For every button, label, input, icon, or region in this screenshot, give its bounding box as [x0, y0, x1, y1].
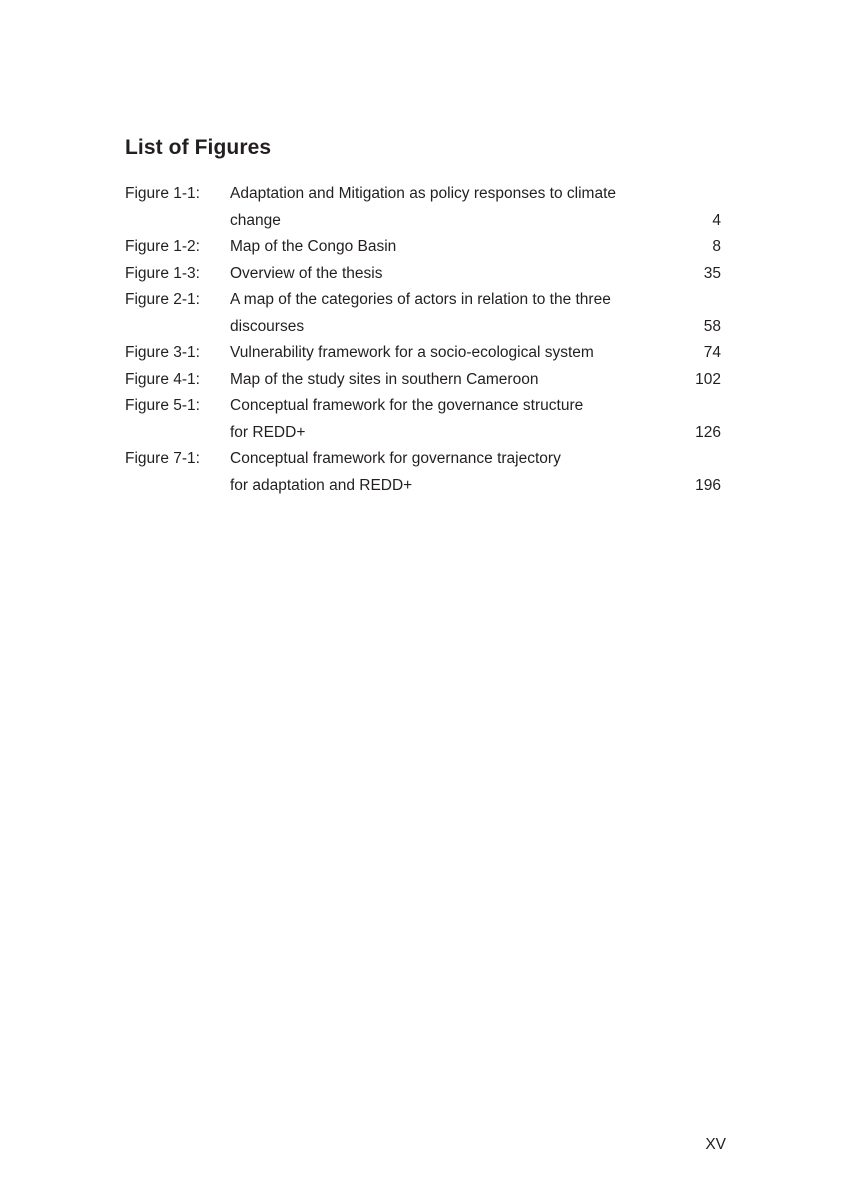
figure-title-line: Conceptual framework for governance trajectory [230, 450, 561, 467]
figure-page-number: 74 [703, 344, 721, 361]
list-item [125, 393, 721, 420]
list-item [125, 473, 721, 500]
figure-page-number: 102 [695, 370, 721, 388]
figures-list [125, 181, 721, 499]
figure-title-line: Overview of the thesis [230, 264, 383, 282]
list-item [125, 287, 721, 314]
list-item [125, 367, 721, 394]
figure-title-line: discourses [230, 317, 305, 335]
figure-title-line: Conceptual framework for the governance structure [230, 397, 584, 414]
list-item [125, 446, 721, 473]
figure-label: Figure 3-1: [125, 344, 200, 361]
figure-page-number: 4 [712, 211, 721, 229]
list-item [125, 208, 721, 235]
figure-title-line: Map of the Congo Basin [230, 238, 397, 255]
figure-label: Figure 2-1: [125, 291, 200, 308]
figure-page-number: 126 [695, 423, 721, 441]
list-item [125, 234, 721, 261]
page-number: XV [705, 1136, 726, 1153]
list-item [125, 314, 721, 341]
list-item [125, 261, 721, 288]
figure-label: Figure 5-1: [125, 397, 200, 414]
figure-label: Figure 1-2: [125, 238, 200, 255]
figure-title-line: Map of the study sites in southern Cameroon [230, 370, 539, 388]
figure-title-line: for REDD+ [230, 423, 306, 441]
list-item [125, 181, 721, 208]
figure-page-number: 35 [703, 264, 721, 282]
figure-title-line: Adaptation and Mitigation as policy responses to climate [230, 185, 616, 202]
page-title: List of Figures [125, 136, 272, 160]
figure-page-number: 8 [712, 238, 721, 255]
figure-title-line: change [230, 211, 281, 229]
figure-title-line: for adaptation and REDD+ [230, 476, 413, 494]
figure-page-number: 58 [703, 317, 721, 335]
figure-title-line: Vulnerability framework for a socio-ecological system [230, 344, 594, 361]
figure-label: Figure 7-1: [125, 450, 200, 467]
list-item [125, 340, 721, 367]
figure-label: Figure 4-1: [125, 370, 200, 388]
figure-label: Figure 1-1: [125, 185, 200, 202]
figure-page-number: 196 [695, 476, 721, 494]
figure-label: Figure 1-3: [125, 264, 200, 282]
figure-title-line: A map of the categories of actors in relation to the three [230, 291, 611, 308]
list-item [125, 420, 721, 447]
